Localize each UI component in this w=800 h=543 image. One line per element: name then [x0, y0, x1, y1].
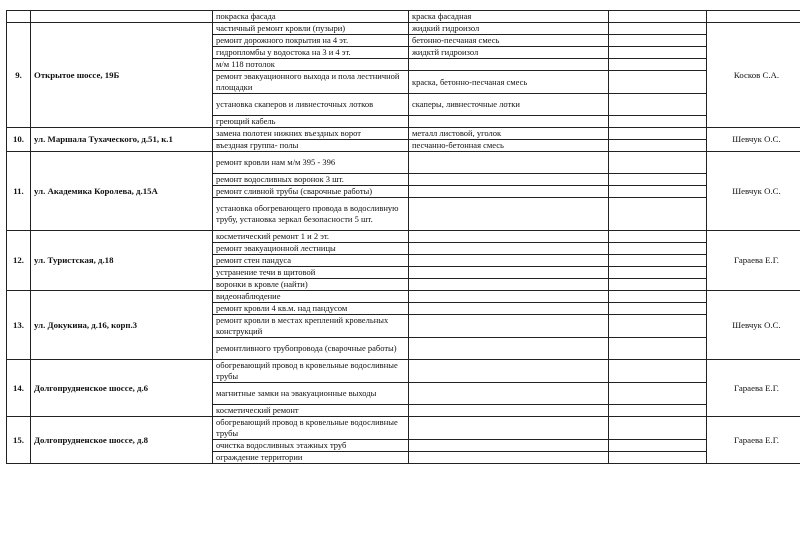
- work-cell: косметический ремонт 1 и 2 эт.: [213, 231, 409, 243]
- address-cell: ул. Туристская, д.18: [31, 231, 213, 291]
- empty-cell: [609, 35, 707, 47]
- work-cell: ремонт эвакуационного выхода и пола лестничной площадки: [213, 71, 409, 94]
- row-number: 12.: [7, 231, 31, 291]
- row-number: 9.: [7, 23, 31, 128]
- empty-cell: [609, 71, 707, 94]
- empty-cell: [609, 152, 707, 174]
- empty-cell: [609, 231, 707, 243]
- work-cell: ремонт кровли нам м/м 395 - 396: [213, 152, 409, 174]
- works-table-body: [7, 11, 800, 464]
- work-cell: въездная группа- полы: [213, 140, 409, 152]
- work-cell: замена полотен нижних въездных ворот: [213, 128, 409, 140]
- responsible-cell: Шевчук О.С.: [707, 152, 800, 231]
- empty-cell: [609, 47, 707, 59]
- empty-cell: [609, 452, 707, 464]
- responsible-cell: Косков С.А.: [707, 23, 800, 128]
- empty-cell: [609, 198, 707, 231]
- material-cell: краска фасадная: [409, 11, 609, 23]
- work-cell: воронки в кровле (найти): [213, 279, 409, 291]
- row-number: 10.: [7, 128, 31, 152]
- work-cell: ремонт кровли в местах креплений кровельных конструкций: [213, 315, 409, 338]
- empty-cell: [609, 291, 707, 303]
- address-cell: Открытое шоссе, 19Б: [31, 23, 213, 128]
- table-row: [7, 231, 800, 243]
- work-cell: ремонт сливной трубы (сварочные работы): [213, 186, 409, 198]
- empty-cell: [609, 279, 707, 291]
- material-cell: металл листовой, уголок: [409, 128, 609, 140]
- material-cell: [409, 291, 609, 303]
- empty-cell: [609, 59, 707, 71]
- work-cell: ремонтливного трубопровода (сварочные работы): [213, 338, 409, 360]
- table-row: [7, 11, 800, 23]
- responsible-cell: Шевчук О.С.: [707, 291, 800, 360]
- material-cell: [409, 174, 609, 186]
- material-cell: [409, 417, 609, 440]
- material-cell: [409, 231, 609, 243]
- material-cell: [409, 303, 609, 315]
- empty-cell: [609, 174, 707, 186]
- material-cell: [409, 452, 609, 464]
- work-cell: установка обогревающего провода в водосливную трубу, установка зеркал безопасности 5 шт.: [213, 198, 409, 231]
- material-cell: [409, 267, 609, 279]
- material-cell: [409, 315, 609, 338]
- material-cell: краска, бетонно-песчаная смесь: [409, 71, 609, 94]
- material-cell: скаперы, ливнесточные лотки: [409, 94, 609, 116]
- empty-cell: [609, 23, 707, 35]
- material-cell: [409, 255, 609, 267]
- material-cell: [409, 360, 609, 383]
- work-cell: очистка водосливных этажных труб: [213, 440, 409, 452]
- responsible-cell: Шевчук О.С.: [707, 128, 800, 152]
- address-cell: ул. Маршала Тухачеcкого, д.51, к.1: [31, 128, 213, 152]
- works-table: [6, 10, 800, 464]
- work-cell: ремонт дорожного покрытия на 4 эт.: [213, 35, 409, 47]
- table-row: [7, 360, 800, 383]
- material-cell: песчанно-бетонная смесь: [409, 140, 609, 152]
- empty-cell: [609, 140, 707, 152]
- material-cell: [409, 152, 609, 174]
- work-cell: покраска фасада: [213, 11, 409, 23]
- table-row: [7, 417, 800, 440]
- work-cell: обогревающий провод в кровельные водосливные трубы: [213, 417, 409, 440]
- material-cell: [409, 383, 609, 405]
- work-cell: косметический ремонт: [213, 405, 409, 417]
- address-cell: Долгопрудненское шоссе, д.6: [31, 360, 213, 417]
- work-cell: м/м 118 потолок: [213, 59, 409, 71]
- work-cell: гидропломбы у водостока на 3 и 4 эт.: [213, 47, 409, 59]
- table-row: [7, 152, 800, 174]
- responsible-cell: Гараева Е.Г.: [707, 360, 800, 417]
- empty-cell: [609, 338, 707, 360]
- material-cell: [409, 116, 609, 128]
- empty-cell: [609, 315, 707, 338]
- work-cell: частичный ремонт кровли (пузыри): [213, 23, 409, 35]
- work-cell: ремонт кровли 4 кв.м. над пандусом: [213, 303, 409, 315]
- address-cell: Долгопрудненское шоссе, д.8: [31, 417, 213, 464]
- work-cell: ремонт стен пандуса: [213, 255, 409, 267]
- material-cell: [409, 338, 609, 360]
- row-number: 13.: [7, 291, 31, 360]
- empty-cell: [609, 267, 707, 279]
- empty-cell: [609, 11, 707, 23]
- empty-cell: [609, 243, 707, 255]
- address-cell: ул. Академика Королева, д.15А: [31, 152, 213, 231]
- responsible-cell: Гараева Е.Г.: [707, 417, 800, 464]
- material-cell: [409, 186, 609, 198]
- row-number: 15.: [7, 417, 31, 464]
- table-row: [7, 128, 800, 140]
- address-cell: [31, 11, 213, 23]
- row-number: [7, 11, 31, 23]
- material-cell: жидктй гидроизол: [409, 47, 609, 59]
- table-row: [7, 291, 800, 303]
- empty-cell: [609, 417, 707, 440]
- empty-cell: [609, 440, 707, 452]
- material-cell: бетонно-песчаная смесь: [409, 35, 609, 47]
- empty-cell: [609, 383, 707, 405]
- material-cell: [409, 198, 609, 231]
- responsible-cell: [707, 11, 800, 23]
- empty-cell: [609, 186, 707, 198]
- address-cell: ул. Докукина, д.16, корп.3: [31, 291, 213, 360]
- empty-cell: [609, 255, 707, 267]
- work-cell: устранение течи в щитовой: [213, 267, 409, 279]
- row-number: 11.: [7, 152, 31, 231]
- empty-cell: [609, 303, 707, 315]
- work-cell: установка скаперов и ливнесточных лотков: [213, 94, 409, 116]
- work-cell: магнитные замки на эвакуационные выходы: [213, 383, 409, 405]
- material-cell: жидкий гидроизол: [409, 23, 609, 35]
- empty-cell: [609, 116, 707, 128]
- work-cell: греющий кабель: [213, 116, 409, 128]
- work-cell: ремонт водосливных воронок 3 шт.: [213, 174, 409, 186]
- material-cell: [409, 405, 609, 417]
- work-cell: ограждение территории: [213, 452, 409, 464]
- responsible-cell: Гараева Е.Г.: [707, 231, 800, 291]
- material-cell: [409, 59, 609, 71]
- empty-cell: [609, 128, 707, 140]
- work-cell: обогревающий провод в кровельные водосливные трубы: [213, 360, 409, 383]
- material-cell: [409, 440, 609, 452]
- material-cell: [409, 279, 609, 291]
- empty-cell: [609, 94, 707, 116]
- work-cell: видеонаблюдение: [213, 291, 409, 303]
- table-row: [7, 23, 800, 35]
- empty-cell: [609, 360, 707, 383]
- material-cell: [409, 243, 609, 255]
- work-cell: ремонт эвакуационной лестницы: [213, 243, 409, 255]
- row-number: 14.: [7, 360, 31, 417]
- empty-cell: [609, 405, 707, 417]
